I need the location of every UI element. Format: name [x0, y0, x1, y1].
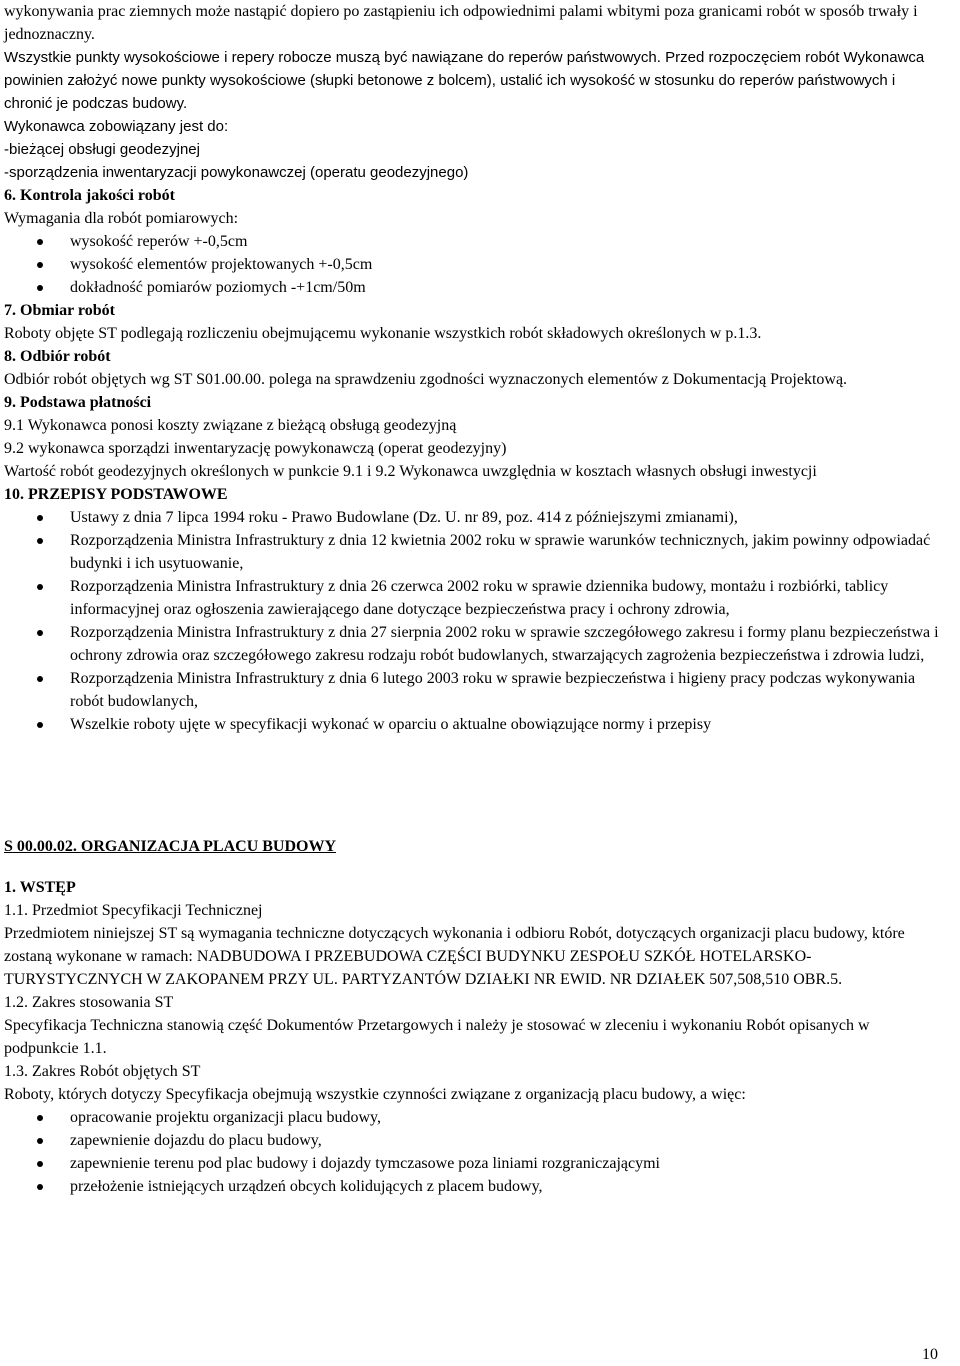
list-item: Rozporządzenia Ministra Infrastruktury z dnia 26 czerwca 2002 roku w sprawie dziennika budowy, montażu i rozbiórki, tablicy informacyjnej oraz ogłoszenia zawierającego dane dotyczące bezpieczeństwa pracy i ochrony zdrowia,	[4, 575, 940, 621]
section-8-text: Odbiór robót objętych wg ST S01.00.00. polega na sprawdzeniu zgodności wyznaczonych elementów z Dokumentacją Projektową.	[4, 371, 848, 388]
section-9-heading: 9. Podstawa płatności	[4, 394, 152, 411]
subsection-1-2-text: Specyfikacja Techniczna stanowią część Dokumentów Przetargowych i należy je stosować w zleceniu i wykonaniu Robót opisanych w podpunkcie 1.1.	[4, 1017, 870, 1057]
section-9-p1: 9.1 Wykonawca ponosi koszty związane z bieżącą obsługą geodezyjną	[4, 417, 457, 434]
text-obligation-2: -sporządzenia inwentaryzacji powykonawczej (operatu geodezyjnego)	[4, 164, 469, 181]
intro-heading: 1. WSTĘP	[4, 879, 76, 896]
list-item: opracowanie projektu organizacji placu budowy,	[4, 1106, 940, 1129]
text-obligation-1: -bieżącej obsługi geodezyjnej	[4, 141, 200, 158]
section-9-p2: 9.2 wykonawca sporządzi inwentaryzację powykonawczą (operat geodezyjny)	[4, 440, 507, 457]
subsection-1-2: 1.2. Zakres stosowania ST	[4, 994, 174, 1011]
list-item: Rozporządzenia Ministra Infrastruktury z dnia 27 sierpnia 2002 roku w sprawie szczegółowego zakresu i formy planu bezpieczeństwa i ochrony zdrowia oraz szczegółowego zakresu rodzaju robót budowlanych, stwarzających zagrożenia bezpieczeństwa i zdrowia ludzi,	[4, 621, 940, 667]
spacer	[4, 736, 940, 835]
section-9-p3: Wartość robót geodezyjnych określonych w punkcie 9.1 i 9.2 Wykonawca uwzględnia w kosztach własnych obsługi inwestycji	[4, 463, 817, 480]
subsection-1-3: 1.3. Zakres Robót objętych ST	[4, 1063, 201, 1080]
section-8-heading: 8. Odbiór robót	[4, 348, 111, 365]
section-10-heading: 10. PRZEPISY PODSTAWOWE	[4, 486, 228, 503]
list-item: wysokość elementów projektowanych +-0,5cm	[4, 253, 940, 276]
list-item: Rozporządzenia Ministra Infrastruktury z dnia 12 kwietnia 2002 roku w sprawie warunków technicznych, jakim powinny odpowiadać budynki i ich usytuowanie,	[4, 529, 940, 575]
section-10-list	[4, 506, 940, 736]
text-paragraph-benchmarks: Wszystkie punkty wysokościowe i repery robocze muszą być nawiązane do reperów państwowych. Przed rozpoczęciem robót Wykonawca powinien założyć nowe punkty wysokościowe (słupki betonowe z bolcem), ustalić ich wysokość w stosunku do reperów państwowych i chronić je podczas budowy.	[4, 49, 925, 112]
list-item: Wszelkie roboty ujęte w specyfikacji wykonać w oparciu o aktualne obowiązujące normy i przepisy	[4, 713, 940, 736]
list-item: dokładność pomiarów poziomych -+1cm/50m	[4, 276, 940, 299]
subsection-1-1: 1.1. Przedmiot Specyfikacji Technicznej	[4, 902, 263, 919]
spec-title: S 00.00.02. ORGANIZACJA PLACU BUDOWY	[4, 838, 337, 855]
subsection-1-3-text: Roboty, których dotyczy Specyfikacja obejmują wszystkie czynności związane z organizacją placu budowy, a więc:	[4, 1086, 746, 1103]
list-item: zapewnienie dojazdu do placu budowy,	[4, 1129, 940, 1152]
list-item: Rozporządzenia Ministra Infrastruktury z dnia 6 lutego 2003 roku w sprawie bezpieczeństwa i higieny pracy podczas wykonywania robót budowlanych,	[4, 667, 940, 713]
list-item: zapewnienie terenu pod plac budowy i dojazdy tymczasowe poza liniami rozgraniczającymi	[4, 1152, 940, 1175]
text-continuation: wykonywania prac ziemnych może nastąpić dopiero po zastąpieniu ich odpowiednimi palami wbitymi poza granicami robót w sposób trwały i jednoznaczny.	[4, 3, 918, 43]
list-item: przełożenie istniejących urządzeń obcych kolidujących z placem budowy,	[4, 1175, 940, 1198]
spacer	[4, 858, 940, 876]
text-contractor-obligations: Wykonawca zobowiązany jest do:	[4, 118, 229, 135]
section-6-heading: 6. Kontrola jakości robót	[4, 187, 175, 204]
list-item: wysokość reperów +-0,5cm	[4, 230, 940, 253]
section-7-text: Roboty objęte ST podlegają rozliczeniu obejmującemu wykonanie wszystkich robót składowych określonych w p.1.3.	[4, 325, 762, 342]
section-7-heading: 7. Obmiar robót	[4, 302, 115, 319]
page-number: 10	[922, 1346, 938, 1363]
subsection-1-1-text: Przedmiotem niniejszej ST są wymagania techniczne dotyczących wykonania i odbioru Robót, dotyczących organizacji placu budowy, które zostaną wykonane w ramach: NADBUDOWA I PRZEBUDOWA CZĘŚCI BUDYNKU ZESPOŁU SZKÓŁ HOTELARSKO-TURYSTYCZNYCH W ZAKOPANEM PRZY UL. PARTYZANTÓW DZIAŁKI NR EWID. NR DZIAŁEK 507,508,510 OBR.5.	[4, 925, 905, 988]
section-6-intro: Wymagania dla robót pomiarowych:	[4, 210, 239, 227]
scope-list	[4, 1106, 940, 1198]
section-6-list	[4, 230, 940, 299]
list-item: Ustawy z dnia 7 lipca 1994 roku - Prawo Budowlane (Dz. U. nr 89, poz. 414 z późniejszymi zmianami),	[4, 506, 940, 529]
